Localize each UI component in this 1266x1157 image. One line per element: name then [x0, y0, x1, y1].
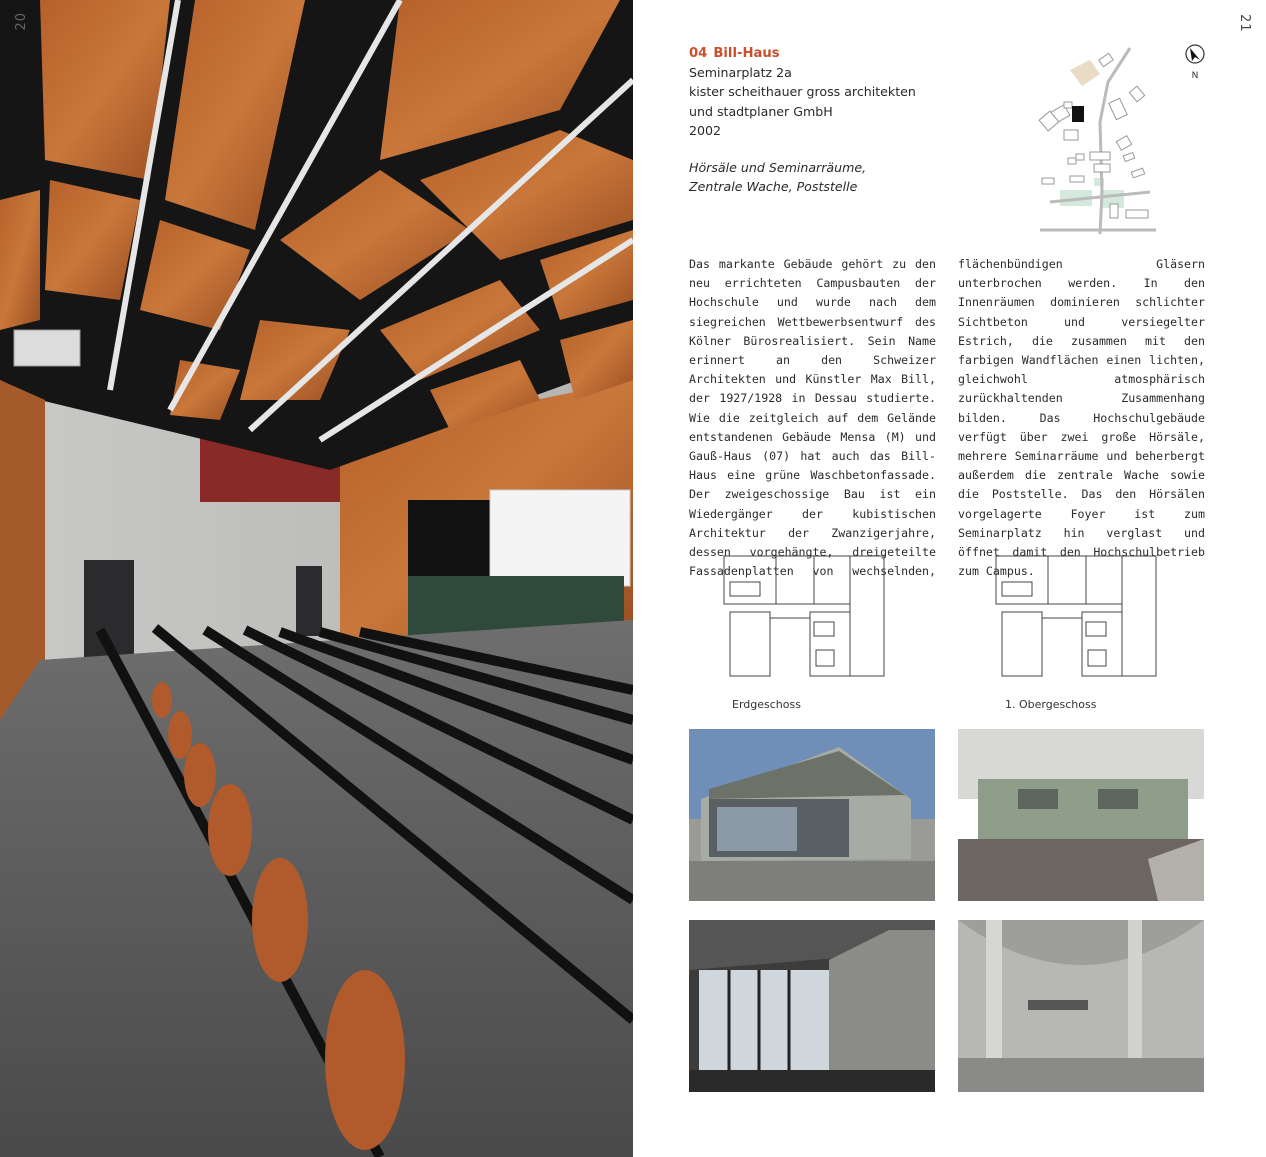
floorplan-upper — [992, 552, 1162, 682]
entry-uses-line1: Hörsäle und Seminarräume, — [689, 160, 867, 176]
site-plan-map — [1030, 42, 1210, 238]
floorplan-ground-caption: Erdgeschoss — [732, 698, 801, 711]
entry-title — [689, 44, 1019, 63]
entry-name: Bill-Haus — [713, 46, 780, 61]
entry-uses-line2: Zentrale Wache, Poststelle — [689, 179, 858, 195]
entry-architect-line1: kister scheithauer gross architekten — [689, 84, 916, 100]
entry-year: 2002 — [689, 122, 722, 138]
floorplan-upper-caption: 1. Obergeschoss — [1005, 698, 1097, 711]
entry-address: Seminarplatz 2a — [689, 65, 792, 81]
entry-uses — [689, 158, 1019, 196]
entry-architect-line2: und stadtplaner GmbH — [689, 103, 833, 119]
photo-courtyard — [958, 729, 1204, 901]
photo-concrete-hall — [958, 920, 1204, 1092]
floorplan-ground — [720, 552, 890, 682]
photo-exterior-facade — [689, 729, 935, 901]
photo-foyer-glazing — [689, 920, 935, 1092]
page-number-left: 20 — [14, 12, 29, 31]
site-plan — [1030, 42, 1210, 238]
body-text: Das markante Gebäude gehört zu den neu errichteten Campusbauten der Hochschule und wurde nach dem siegreichen Wettbewerbsentwurf des Kölner Bürosrealisiert. Sein Name erinnert an den Schweizer Architekten und Künstler Max Bill, der 1927/1928 in Dessau studierte. Wie die zeitgleich auf dem Gelände entstandenen Gebäude Mensa (M) und Gauß-Haus (07) hat auch das Bill-Haus eine grüne Waschbetonfassade. Der zweigeschossige Bau ist ein Wiedergänger der kubistischen Architektur der Zwanzigerjahre, dessen vorgehängte, dreigeteilte Fassadenplatten von wechselnden, flächenbündigen Gläsern unterbrochen werden. In den Innenräumen dominieren schlichter Sichtbeton und versiegelter Estrich, die zusammen mit den farbigen Wandflächen einen lichten, gleichwohl atmosphärisch zurückhaltenden Zusammenhang bilden. Das Hochschulgebäude verfügt über zwei große Hörsäle, mehrere Seminarräume und beherbergt außerdem die zentrale Wache sowie die Poststelle. Das den Hörsälen vorgelagerte Foyer ist zum Seminarplatz hin verglast und öffnet damit den Hochschulbetrieb zum Campus. — [689, 257, 1205, 579]
north-label: N — [1191, 71, 1199, 81]
entry-number: 04 — [689, 46, 708, 61]
entry-header — [689, 44, 1019, 196]
page-number-right: 21 — [1237, 14, 1252, 33]
